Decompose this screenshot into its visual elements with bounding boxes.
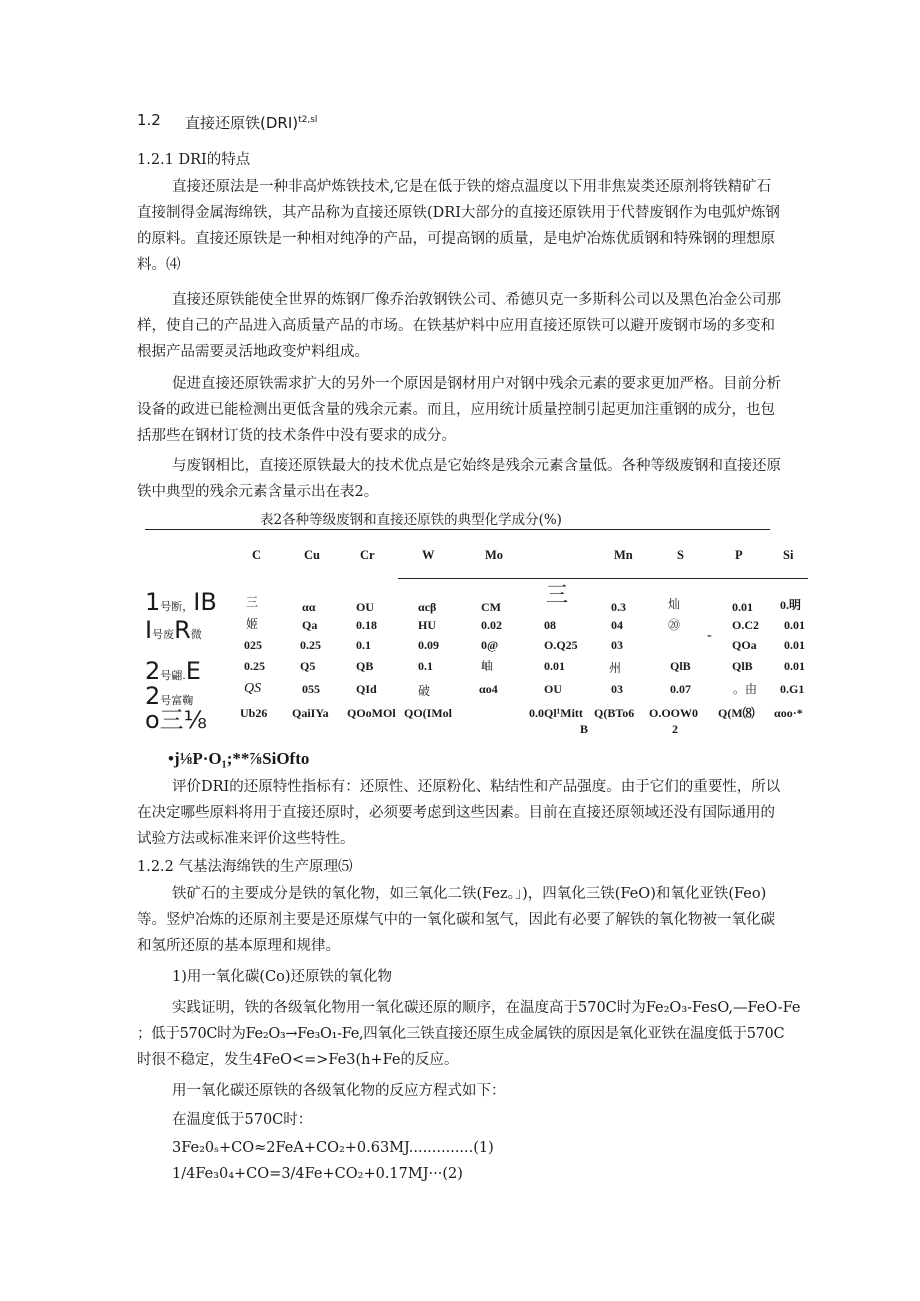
table-cell: QS (244, 681, 262, 696)
table-cell: 岫 (481, 659, 494, 673)
table-cell: O.Q25 (544, 638, 578, 652)
table-caption: 表2各种等级废钢和直接还原铁的典型化学成分(%) (260, 512, 562, 528)
table-cell: CM (481, 600, 501, 614)
paragraph-line: 评价DRI的还原特性指标有：还原性、还原粉化、粘结性和产品强度。由于它们的重要性，所以 (172, 779, 781, 795)
garbled-heading: •j⅛P·O₁;**⅞SiOfto (168, 749, 310, 768)
row-label: 2号翩.E (145, 657, 201, 685)
table-cell: B (580, 722, 589, 736)
table-cell: QOa (732, 638, 757, 652)
table-cell: 0.01 (732, 600, 753, 614)
paragraph-line: 料。⑷ (137, 257, 181, 273)
paragraph-line: 在决定哪些原料将用于直接还原时，必须要考虑到这些因素。目前在直接还原领域还没有国际通用的 (137, 805, 775, 821)
paragraph-line: 括那些在钢材订货的技术条件中没有要求的成分。 (137, 428, 456, 444)
equation-1: 3Fe₂0ₛ+CO≈2FeA+CO₂+0.63MJ..............(1) (172, 1140, 494, 1156)
table-cell: QlB (670, 659, 691, 673)
table-cell: 0.明 (780, 598, 802, 612)
paragraph-line: 直接还原铁能使全世界的炼钢厂像乔治敦钢铁公司、希德贝克一多斯科公司以及黑色冶金公司那 (172, 292, 781, 308)
table-cell: 0.01 (784, 618, 805, 632)
table-cell: 0.09 (418, 638, 439, 652)
paragraph-line: ；低于570C时为Fe₂O₃→Fe₃O₁-Fe,四氧化三铁直接还原生成金属铁的原因是氧化亚铁在温度低于570C (137, 1026, 785, 1042)
paragraph-line: 铁中典型的残余元素含量示出在表2。 (137, 484, 379, 500)
table-cell: 0.1 (418, 659, 433, 673)
table-cell: QId (356, 682, 377, 696)
col-header: S (677, 548, 684, 562)
table-cell: 0.18 (356, 618, 377, 632)
table-cell: 0.25 (244, 659, 265, 673)
table-cell: 0@ (481, 638, 499, 652)
col-header: C (252, 548, 262, 562)
table-cell: 灿 (668, 597, 681, 611)
col-header: Si (783, 548, 794, 562)
col-header: W (422, 548, 435, 562)
table-cell: αo4 (479, 682, 498, 696)
table-cell: 0.1 (356, 638, 371, 652)
table-cell: 055 (302, 682, 320, 696)
subsection-heading-121: 1.2.1 DRI的特点 (137, 152, 251, 168)
col-header: Cr (360, 548, 375, 562)
paragraph-line: 和氢所还原的基本原理和规律。 (137, 938, 340, 954)
table-cell: 三 (546, 583, 569, 608)
row-label: I号废R微 (145, 616, 202, 644)
paragraph-line: 铁矿石的主要成分是铁的氧化物，如三氧化二铁(Fez。」)，四氧化三铁(FeO)和氧化亚铁(Feo) (172, 886, 767, 902)
table-cell: 03 (611, 638, 623, 652)
table-cell: αcβ (418, 600, 437, 614)
table-cell: αα (302, 600, 316, 614)
paragraph-line: 促进直接还原铁需求扩大的另外一个原因是钢材用户对钢中残余元素的要求更加严格。目前分析 (172, 376, 781, 392)
table-cell: 0.0Ql¹Mitt (529, 706, 583, 720)
table-cell: 025 (244, 638, 262, 652)
table-cell: QaiIYa (292, 706, 329, 720)
row-label: o三⅛ (145, 706, 207, 734)
table-cell: 0.02 (481, 618, 502, 632)
row-label: 1号断，IB (145, 588, 217, 616)
table-cell: 0.G1 (780, 682, 805, 696)
section-title-text: 直接还原铁(DRI) (185, 114, 299, 132)
subsection-heading-122: 1.2.2 气基法海绵铁的生产原理⑸ (137, 859, 353, 875)
table-cell: Q(BTo6 (594, 706, 635, 720)
col-header: Mo (485, 548, 504, 562)
table-cell: OU (544, 682, 562, 696)
table-cell: QO(IMol (404, 706, 452, 720)
table-cell: 08 (544, 618, 556, 632)
paragraph-line: 用一氧化碳还原铁的各级氧化物的反应方程式如下： (172, 1083, 506, 1099)
table-cell: O.OOW0 (649, 706, 699, 720)
table-cell: 0.01 (544, 659, 565, 673)
paragraph-line: 直接制得金属海绵铁，其产品称为直接还原铁(DRI大部分的直接还原铁用于代替废钢作为电弧炉炼钢 (137, 205, 780, 221)
section-title (185, 110, 317, 133)
table-cell: Q(M⑻ (718, 706, 755, 720)
paragraph-line: 试验方法或标准来评价这些特性。 (137, 831, 355, 847)
table-cell: 0.01 (784, 659, 805, 673)
col-header: Cu (304, 548, 320, 562)
table-cell: 。由 (733, 682, 758, 696)
paragraph-line: 实践证明，铁的各级氧化物用一氧化碳还原的顺序，在温度高于570C时为Fe₂O₃-FesO,—FeO-Fe (172, 1000, 801, 1016)
equation-2: 1/4Fe₃0₄+CO=3/4Fe+CO₂+0.17MJ···(2) (172, 1166, 463, 1182)
table-cell: HU (418, 618, 436, 632)
table-cell: Qa (302, 618, 318, 632)
table-cell: 0.07 (670, 682, 691, 696)
paragraph-line: 设备的政进已能检测出更低含量的残余元素。而且，应用统计质量控制引起更加注重钢的成分，也包 (137, 402, 775, 418)
table-cell: 2 (672, 722, 678, 736)
table-cell: O.C2 (732, 618, 759, 632)
list-item-heading: 1)用一氧化碳(Co)还原铁的氧化物 (172, 969, 393, 985)
table-cell: OU (356, 600, 374, 614)
table-cell: QB (356, 659, 374, 673)
paragraph-line: 时很不稳定，发生4FeO<=>Fe3(h+Fe的反应。 (137, 1052, 459, 1068)
table-cell: 0.01 (784, 638, 805, 652)
row-label: 2号富鞠 (145, 682, 194, 710)
table-cell: 姬 (246, 617, 259, 631)
table-cell: 破 (418, 684, 431, 698)
paragraph-line: 的原料。直接还原铁是一种相对纯净的产品，可提高钢的质量，是电炉冶炼优质钢和特殊钢的理想原 (137, 231, 775, 247)
table-cell: 0.3 (611, 600, 626, 614)
table-cell: 三 (246, 595, 259, 609)
col-header: P (735, 548, 743, 562)
paragraph-line: 等。竖炉冶炼的还原剂主要是还原煤气中的一氧化碳和氢气，因此有必要了解铁的氧化物被一氧化碳 (137, 912, 775, 928)
section-title-sup: t2,sl (298, 115, 318, 125)
paragraph-line: 样，使自己的产品进入高质量产品的市场。在铁基炉料中应用直接还原铁可以避开废钢市场的多变和 (137, 318, 775, 334)
table-cell: αoo·* (774, 706, 803, 720)
table-cell: QlB (732, 659, 753, 673)
table-cell: Ub26 (240, 706, 268, 720)
paragraph-line: 与废钢相比，直接还原铁最大的技术优点是它始终是残余元素含量低。各种等级废钢和直接还原 (172, 458, 781, 474)
table-top-rule (145, 529, 770, 530)
paragraph-line: 根据产品需要灵活地政变炉料组成。 (137, 344, 369, 360)
section-number: 1.2 (137, 111, 161, 129)
col-header: Mn (614, 548, 633, 562)
table-cell: 03 (611, 682, 623, 696)
table-cell: 0.25 (300, 638, 321, 652)
paragraph-line: 直接还原法是一种非高炉炼铁技术,它是在低于铁的熔点温度以下用非焦炭类还原剂将铁精矿石 (172, 179, 772, 195)
paragraph-line: 在温度低于570C时： (172, 1112, 313, 1128)
table-dash: - (707, 628, 712, 643)
table-header-rule (398, 578, 808, 579)
table-cell: 州 (609, 661, 622, 675)
table-cell: ⑳ (668, 618, 681, 632)
table-cell: 04 (611, 618, 623, 632)
table-cell: QOoMOl (347, 706, 396, 720)
table-cell: Q5 (300, 659, 316, 673)
